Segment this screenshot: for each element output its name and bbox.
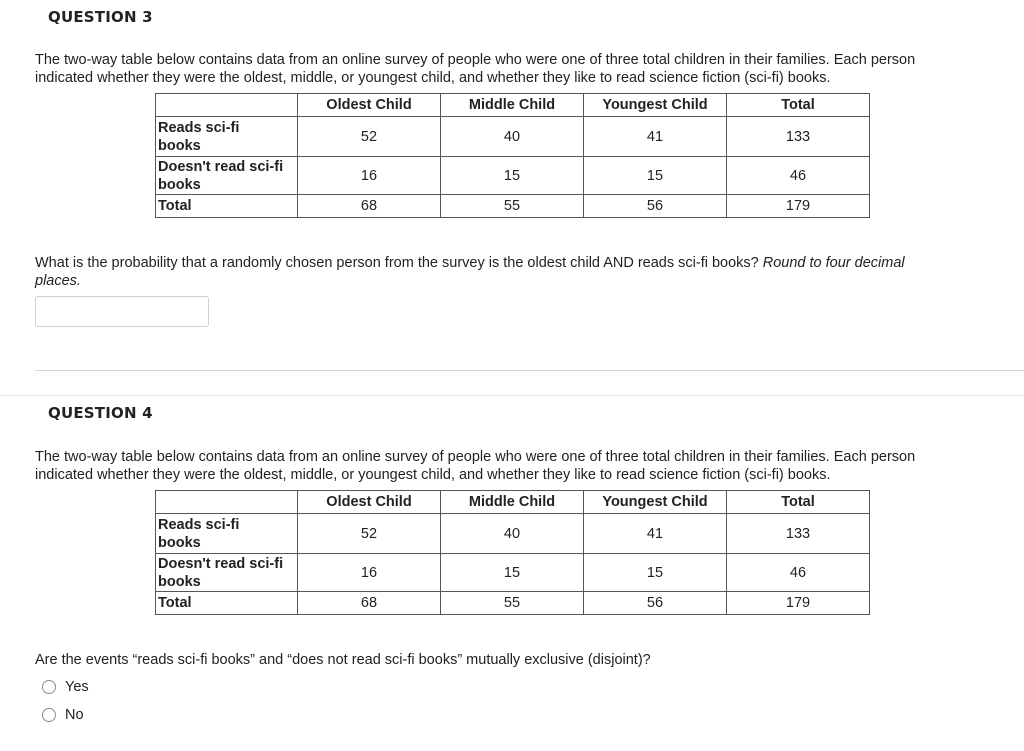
question-3-table: [155, 93, 870, 218]
table-cell: 15: [441, 157, 584, 195]
table-row: [156, 195, 870, 218]
table-header-middle: Middle Child: [441, 94, 584, 117]
table-cell: 46: [727, 554, 870, 592]
section-divider-light: [0, 395, 1024, 396]
question-4-prompt: Are the events “reads sci-fi books” and “does not read sci-fi books” mutually exclusive (disjoint)?: [35, 652, 651, 668]
row-label: Total: [156, 195, 298, 218]
option-yes[interactable]: [42, 677, 89, 697]
table-cell: 40: [441, 514, 584, 554]
table-cell: 46: [727, 157, 870, 195]
row-label: Reads sci-fi books: [156, 117, 298, 157]
radio-no[interactable]: [42, 708, 56, 722]
question-3-prompt-text: What is the probability that a randomly chosen person from the survey is the oldest child AND reads sci-fi books?: [35, 255, 763, 271]
table-cell: 41: [584, 514, 727, 554]
table-header-middle: Middle Child: [441, 491, 584, 514]
table-row: [156, 514, 870, 554]
option-no[interactable]: [42, 705, 84, 725]
question-4-table: [155, 490, 870, 615]
radio-yes[interactable]: [42, 680, 56, 694]
row-label: Total: [156, 592, 298, 615]
table-cell: 179: [727, 592, 870, 615]
row-label: Reads sci-fi books: [156, 514, 298, 554]
table-header-youngest: Youngest Child: [584, 491, 727, 514]
row-label: Doesn't read sci-fi books: [156, 157, 298, 195]
question-4-intro-line-2: indicated whether they were the oldest, middle, or youngest child, and whether they like to read science fiction (sci-fi) books.: [35, 467, 831, 483]
question-4-intro-line-1: The two-way table below contains data from an online survey of people who were one of three total children in their families. Each person: [35, 449, 916, 465]
table-cell: 55: [441, 592, 584, 615]
table-cell: 15: [441, 554, 584, 592]
question-3-title: QUESTION 3: [48, 8, 153, 26]
table-cell: 16: [298, 157, 441, 195]
table-cell: 133: [727, 514, 870, 554]
table-header-total: Total: [727, 491, 870, 514]
table-cell: 55: [441, 195, 584, 218]
table-cell: 52: [298, 514, 441, 554]
table-cell: 68: [298, 592, 441, 615]
table-cell: 56: [584, 195, 727, 218]
table-cell: 133: [727, 117, 870, 157]
table-cell: 56: [584, 592, 727, 615]
section-divider: [35, 370, 1024, 371]
option-yes-label: Yes: [65, 679, 89, 695]
question-4-title: QUESTION 4: [48, 404, 153, 422]
table-cell: 15: [584, 157, 727, 195]
table-cell: 52: [298, 117, 441, 157]
option-no-label: No: [65, 707, 84, 723]
table-header-blank: [156, 491, 298, 514]
table-header-youngest: Youngest Child: [584, 94, 727, 117]
table-cell: 68: [298, 195, 441, 218]
table-row: [156, 592, 870, 615]
answer-input[interactable]: [35, 296, 209, 327]
question-3-prompt-instruction: Round to four decimal: [762, 255, 905, 271]
table-cell: 179: [727, 195, 870, 218]
table-cell: 40: [441, 117, 584, 157]
table-cell: 15: [584, 554, 727, 592]
table-cell: 16: [298, 554, 441, 592]
table-header-blank: [156, 94, 298, 117]
row-label: Doesn't read sci-fi books: [156, 554, 298, 592]
table-header-oldest: Oldest Child: [298, 94, 441, 117]
table-row: [156, 157, 870, 195]
table-row: [156, 117, 870, 157]
question-3-intro-line-2: indicated whether they were the oldest, middle, or youngest child, and whether they like to read science fiction (sci-fi) books.: [35, 70, 831, 86]
question-3-intro-line-1: The two-way table below contains data from an online survey of people who were one of three total children in their families. Each person: [35, 52, 916, 68]
table-cell: 41: [584, 117, 727, 157]
question-4-intro: [35, 448, 995, 484]
table-header-oldest: Oldest Child: [298, 491, 441, 514]
question-3-prompt-instruction-2: places.: [35, 273, 81, 289]
question-3-intro: [35, 51, 995, 87]
table-header-total: Total: [727, 94, 870, 117]
table-row: [156, 554, 870, 592]
question-3-prompt: [35, 254, 995, 290]
